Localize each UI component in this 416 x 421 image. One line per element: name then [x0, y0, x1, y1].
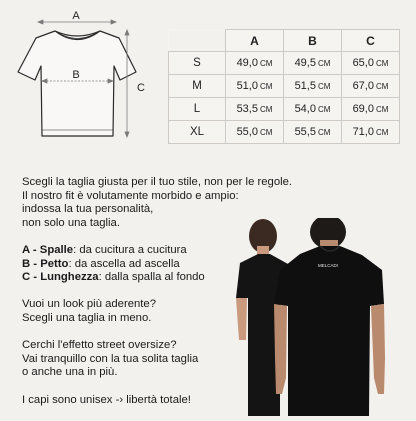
fit-tip-oversize: Cerchi l'effetto street oversize? Vai tranquillo con la tua solita taglia o anche una in più. — [22, 339, 199, 379]
intro-line: non solo una taglia. — [22, 216, 120, 229]
measurement-c — [342, 75, 400, 98]
shirt-print-text: MELCADI — [317, 263, 339, 268]
measurement-c — [342, 121, 400, 144]
measurement-c — [342, 98, 400, 121]
measurement-value: 51,5 — [294, 80, 316, 92]
measurement-b — [284, 98, 342, 121]
model-front — [274, 218, 385, 416]
size-label: XL — [169, 121, 226, 144]
table-corner — [169, 30, 226, 52]
measurement-unit: CM — [317, 59, 331, 68]
measurement-b — [284, 52, 342, 75]
measurement-b — [284, 121, 342, 144]
measurement-value: 67,0 — [352, 80, 374, 92]
size-label: L — [169, 98, 226, 121]
label-b: B — [72, 69, 80, 81]
size-label: M — [169, 75, 226, 98]
measurement-unit: CM — [259, 105, 273, 114]
measurement-unit: CM — [259, 82, 273, 91]
measurement-value: 71,0 — [352, 126, 374, 138]
size-row — [169, 75, 400, 98]
models-photo — [228, 218, 416, 416]
measurement-unit: CM — [259, 59, 273, 68]
measurement-unit: CM — [375, 59, 389, 68]
size-label: S — [169, 52, 226, 75]
legend-item-b: B - Petto: da ascella ad ascella — [22, 257, 180, 270]
measurement-value: 51,0 — [236, 80, 258, 92]
size-row — [169, 98, 400, 121]
intro-line: Il nostro fit è volutamente morbido e ampio: — [22, 189, 239, 202]
measurement-a — [226, 75, 284, 98]
size-row — [169, 121, 400, 144]
col-header-c: C — [342, 30, 400, 52]
measurement-a — [226, 52, 284, 75]
measurement-value: 55,5 — [294, 126, 316, 138]
measurement-b — [284, 75, 342, 98]
unisex-note: I capi sono unisex -› libertà totale! — [22, 393, 191, 406]
measurement-a — [226, 98, 284, 121]
tshirt-outline — [18, 31, 136, 136]
measurement-value: 49,5 — [294, 57, 316, 69]
intro-line: Scegli la taglia giusta per il tuo stile, non per le regole. — [22, 176, 293, 188]
measurement-value: 65,0 — [352, 57, 374, 69]
measurement-unit: CM — [375, 128, 389, 137]
legend-item-c: C - Lunghezza: dalla spalla al fondo — [22, 271, 205, 284]
size-table-header — [169, 30, 400, 52]
measurement-c — [342, 52, 400, 75]
col-header-a: A — [226, 30, 284, 52]
label-c: C — [137, 82, 145, 94]
measurement-unit: CM — [317, 82, 331, 91]
measurement-value: 53,5 — [236, 103, 258, 115]
measurement-value: 69,0 — [352, 103, 374, 115]
measurement-unit: CM — [317, 128, 331, 137]
size-row — [169, 52, 400, 75]
tshirt-measurement-diagram — [10, 8, 160, 148]
measurement-unit: CM — [317, 105, 331, 114]
intro-line: indossa la tua personalità, — [22, 203, 154, 216]
measurement-unit: CM — [259, 128, 273, 137]
measurement-unit: CM — [375, 82, 389, 91]
measurement-unit: CM — [375, 105, 389, 114]
measurement-a — [226, 121, 284, 144]
measurement-value: 54,0 — [294, 103, 316, 115]
measurement-value: 49,0 — [236, 57, 258, 69]
legend-item-a: A - Spalle: da cucitura a cucitura — [22, 243, 187, 256]
label-a: A — [72, 10, 80, 22]
length-arrow — [125, 30, 129, 137]
size-table — [168, 29, 400, 144]
col-header-b: B — [284, 30, 342, 52]
measurement-value: 55,0 — [236, 126, 258, 138]
fit-tip-aderente: Vuoi un look più aderente? Scegli una taglia in meno. — [22, 298, 156, 324]
